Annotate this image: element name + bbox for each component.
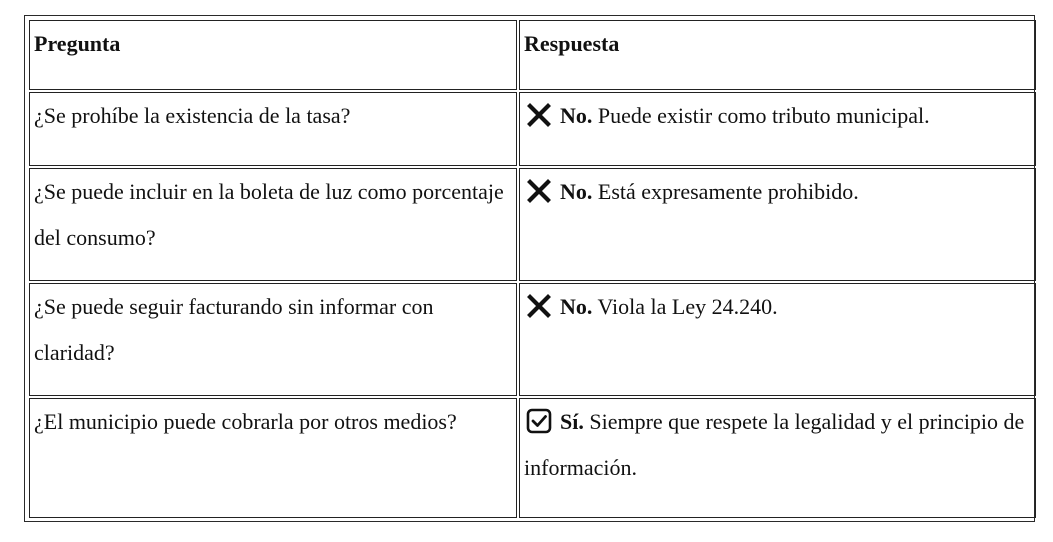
cross-mark-icon	[526, 178, 552, 204]
answer-text: Siempre que respete la legalidad y el principio de información.	[524, 409, 1025, 480]
question-text: ¿Se puede incluir en la boleta de luz como porcentaje del consumo?	[34, 179, 504, 250]
answer-verdict: No.	[560, 179, 593, 204]
table-header-row	[29, 20, 1036, 90]
answer-cell	[519, 168, 1036, 281]
table-row	[29, 398, 1036, 518]
table-row	[29, 168, 1036, 281]
answer-text: Puede existir como tributo municipal.	[592, 103, 930, 128]
question-text: ¿Se prohíbe la existencia de la tasa?	[34, 103, 351, 128]
check-box-icon	[526, 408, 552, 434]
qa-table-frame	[24, 15, 1035, 522]
question-cell	[29, 92, 517, 166]
answer-verdict: No.	[560, 103, 593, 128]
answer-text: Viola la Ley 24.240.	[592, 294, 778, 319]
question-text: ¿Se puede seguir facturando sin informar con claridad?	[34, 294, 434, 365]
question-text: ¿El municipio puede cobrarla por otros medios?	[34, 409, 457, 434]
cross-mark-icon	[526, 102, 552, 128]
table-row	[29, 283, 1036, 396]
answer-cell	[519, 398, 1036, 518]
header-answer: Respuesta	[519, 20, 1036, 90]
table-row	[29, 92, 1036, 166]
answer-verdict: No.	[560, 294, 593, 319]
header-question: Pregunta	[29, 20, 517, 90]
question-cell	[29, 283, 517, 396]
question-cell	[29, 398, 517, 518]
answer-cell	[519, 283, 1036, 396]
answer-cell	[519, 92, 1036, 166]
qa-table	[27, 18, 1038, 520]
answer-verdict: Sí.	[560, 409, 584, 434]
cross-mark-icon	[526, 293, 552, 319]
answer-text: Está expresamente prohibido.	[592, 179, 859, 204]
question-cell	[29, 168, 517, 281]
